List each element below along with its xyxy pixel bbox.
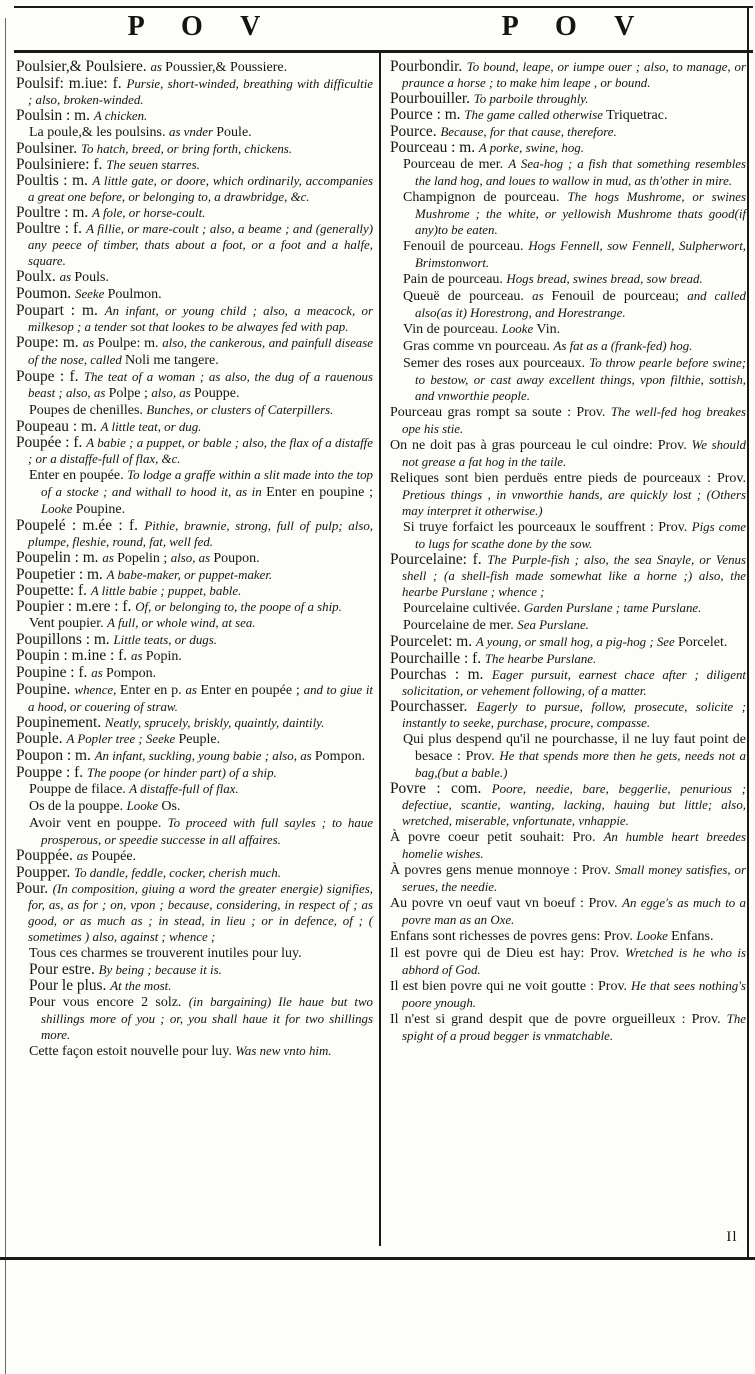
definition-text: A little teat, or dug. [100,420,202,434]
dictionary-entry [403,731,746,781]
definition-text: An egge's as much to a povre man as an Oxe. [402,896,746,927]
definition-text: Looke [41,502,76,516]
headword: Poultis : m. [16,172,93,189]
dictionary-entry [16,59,373,76]
french-text: Os. [161,799,181,814]
headword: Poupillons : m. [16,631,114,648]
definition-text: and called also(as it) Horestrong, and Horestrange. [415,289,746,320]
french-text: Enter en poupine ; [266,485,373,500]
definition-text: He that sees nothing's poore ynough. [402,979,746,1010]
dictionary-entry [16,567,373,583]
definition-text: as [150,60,166,74]
french-text: Poule. [216,125,252,140]
dictionary-entry [16,141,373,157]
french-text: Au povre vn oeuf vaut vn boeuf : Prov. [390,896,623,911]
dictionary-entry [16,632,373,648]
dictionary-entry [390,1011,746,1044]
definition-text: Poore, needie, bare, beggerlie, penurious ; defectiue, scantie, wanting, lacking, hauing but little; also, wretched, miserable, vnfortunate, vnhappie. [402,782,746,828]
definition-text: Was new vnto him. [235,1044,332,1058]
french-text: Il est povre qui de Dieu est hay: Prov. [390,946,625,961]
headword: Poupeau : m. [16,418,101,435]
definition-text: as [59,270,75,284]
definition-text: The Purple-fish ; also, the sea Snayle, or Venus shell ; (a shell-fish made somewhat like a horne ;) also, the hearbe Purslane ; whence ; [402,553,746,599]
definition-text: A Popler tree ; Seeke [66,732,179,746]
dictionary-entry [390,404,746,437]
french-text: Pourcelaine de mer. [403,618,518,633]
definition-text: Of, or belonging to, the poope of a ship. [135,600,342,614]
top-rule [14,6,753,8]
dictionary-entry [29,815,373,848]
headword: Pouple. [16,730,67,747]
dictionary-entry [16,435,373,467]
definition-text: To throw pearle before swine; to bestow, or cast away excellent things, vpon filthie, sottish, and vnworthie people. [415,356,747,403]
headword: Poupe: m. [16,334,83,351]
dictionary-entry [16,205,373,221]
dictionary-entry [29,798,373,815]
french-text: Poupine. [75,502,126,517]
french-text: Prov. [657,438,692,453]
headword: Poumon. [16,285,76,302]
dictionary-entry [403,617,746,634]
french-text: Pain de pourceau. [403,272,507,287]
page-edge-line [5,18,6,1374]
headword: Poupetier : m. [16,566,107,583]
french-text: Triquetrac. [606,108,668,123]
definition-text: as [131,649,146,663]
french-text: On ne doit pas à gras pourceau le cul oindre: [390,438,658,453]
dictionary-entry [16,881,373,945]
french-text: Il est bien povre qui ne voit goutte : Prov. [390,979,632,994]
headword: Poulsiniere: f. [16,156,107,173]
headword: Poupée : f. [16,434,87,451]
headword: Poulsif: m.iue: f. [16,75,127,92]
definition-text: Garden Purslane ; tame Purslane. [523,601,702,615]
headword: Pour estre. [29,961,99,978]
french-text: Popelin ; [117,551,171,566]
dictionary-entry [390,124,746,140]
bottom-rule [0,1257,755,1260]
definition-text: A babe-maker, or puppet-maker. [106,568,273,582]
headword: Pource : m. [390,106,465,123]
headword: Pourcelaine: f. [390,551,488,568]
definition-text: By being ; because it is. [98,963,222,977]
definition-text: An humble heart breedes homelie wishes. [402,830,746,861]
definition-text: also, the cankerous, and painfull disease of the nose, called [28,336,373,367]
dictionary-entry [29,978,373,994]
definition-text: Seeke [75,287,108,301]
definition-text: The spight of a proud begger is vnmatchable. [402,1012,747,1043]
dictionary-entry [16,748,373,765]
dictionary-entry [16,765,373,781]
definition-text: Looke [126,799,162,813]
dictionary-entry [403,600,746,617]
definition-text: Looke [501,322,537,336]
dictionary-entry [16,715,373,731]
definition-text: as [91,666,106,680]
headword: Poulsier,& Poulsiere. [16,58,151,75]
headword: Poupper. [16,864,75,881]
headword: Poupier : m.ere : f. [16,598,136,615]
french-text: Enter en poupée ; [200,683,304,698]
french-text: Enter en p. [119,683,186,698]
definition-text: The teat of a woman ; as also, the dug of a rauenous beast ; also, as [28,370,373,400]
dictionary-entry [16,419,373,435]
headword: Pouppée. [16,847,77,864]
french-text: Cette façon estoit nouvelle pour luy. [29,1044,236,1059]
definition-text: as [532,289,552,303]
headword: Poultre : f. [16,220,87,237]
definition-text: To proceed with full sayles ; to haue prosperous, or speedie successe in all affaires. [41,816,373,847]
headword: Pour le plus. [29,977,111,994]
french-text: Vin. [536,322,561,337]
french-text: Vent poupier. [29,616,108,631]
french-text: Pompon. [105,666,157,681]
definition-text: Pithie, brawnie, strong, full of pulp; also, plumpe, fleshie, round, fat, well fed. [28,519,374,549]
dictionary-entry [16,335,373,369]
dictionary-entry [390,667,746,699]
left-column [16,59,373,1060]
dictionary-entry [390,928,746,945]
dictionary-entry [403,338,746,355]
definition-text: Eagerly to pursue, follow, prosecute, solicite ; instantly to seeke, purchase, procure, compasse. [402,700,746,730]
definition-text: A distaffe-full of flax. [129,782,239,796]
dictionary-entry [403,238,746,271]
definition-text: To lodge a graffe within a slit made into the top of a stocke ; and withall to hood it, as in [41,468,373,499]
french-text: Fenouil de pourceau. [403,239,529,254]
french-text: Poussier,& Poussiere. [165,60,288,75]
dictionary-entry [16,108,373,124]
definition-text: To parboile throughly. [473,92,589,106]
dictionary-entry [403,519,746,552]
french-text: Os de la pouppe. [29,799,127,814]
right-border [747,6,749,1259]
definition-text: To dandle, feddle, cocker, cherish much. [74,866,281,880]
definition-text: also, as [170,551,214,565]
french-text: Si truye forfaict les pourceaux le souffrent : Prov. [403,520,692,535]
definition-text: Looke [636,929,672,943]
definition-text: A full, or whole wind, at sea. [107,616,256,630]
definition-text: The game called otherwise [464,108,607,122]
definition-text: The well-fed hog breakes ope his stie. [402,405,746,436]
dictionary-entry [390,634,746,651]
definition-text: A fole, or horse-coult. [92,206,206,220]
dictionary-entry [403,355,746,404]
dictionary-entry [390,862,746,895]
definition-text: A porke, swine, hog. [478,141,584,155]
definition-text: Hogs bread, swines bread, sow bread. [506,272,703,286]
definition-text: whence, [74,683,120,697]
headword: Poupin : m.ine : f. [16,647,132,664]
definition-text: Small money satisfies, or serues, the needie. [402,863,746,894]
headword: Povre : com. [390,780,492,797]
headword: Poupelin : m. [16,549,103,566]
headword: Pourchas : m. [390,666,492,683]
headword: Poupe : f. [16,368,84,385]
headword: Poupette: f. [16,582,91,599]
definition-text: as vnder [169,125,217,139]
definition-text: Pursie, short-winded, breathing with difficultie ; also, broken-winded. [28,77,373,107]
dictionary-entry [16,286,373,303]
headword: Poupine. [16,681,75,698]
dictionary-entry [29,467,373,518]
french-text: Popin. [145,649,182,664]
french-text: Noli me tangere. [125,353,219,368]
dictionary-entry [16,848,373,865]
french-text: Champignon de pourceau. [403,190,568,205]
headword: Pourbouiller. [390,90,474,107]
headword: Pourbondir. [390,58,467,75]
headword: Pouppe : f. [16,764,87,781]
french-text: La poule,& les poulsins. [29,125,169,140]
dictionary-entry [390,945,746,978]
definition-text: An infant, or young child ; also, a meacock, or milkesop ; a tender sot that lookes to be alwayes fed with pap. [28,304,373,334]
dictionary-entry [16,865,373,881]
french-text: Queuë de pourceau. [403,289,533,304]
definition-text: Hogs Fennell, sow Fennell, Sulpherwort, Brimstonwort. [415,239,747,270]
dictionary-entry [403,189,746,238]
dictionary-entry [16,665,373,682]
french-text: Fenouil de pourceau; [551,289,688,304]
french-text: Pouppe. [193,386,240,401]
definition-text: as [185,683,201,697]
dictionary-entry [16,76,373,108]
headword: Poupinement. [16,714,105,731]
dictionary-entry [16,269,373,286]
headword: Poupelé : m.ée : f. [16,517,145,534]
definition-text: also, as [151,386,194,400]
dictionary-entry [403,321,746,338]
dictionary-entry [29,402,373,419]
dictionary-entry [390,552,746,600]
definition-text: A Sea-hog ; a fish that something resembles the land hog, and loues to wallow in mud, as th'other in mire. [415,157,747,188]
definition-text: The seuen starres. [106,158,200,172]
french-text: Enter en poupée. [29,468,128,483]
french-text: À povre coeur petit souhait: Pro. [390,830,604,845]
definition-text: Because, for that cause, therefore. [440,125,617,139]
definition-text: Wretched is he who is abhord of God. [402,946,746,977]
dictionary-entry [390,895,746,928]
headword: Pourchaille : f. [390,650,485,667]
dictionary-entry [16,221,373,269]
dictionary-entry [16,369,373,402]
french-text: Poulmon. [107,287,162,302]
definition-text: At the most. [110,979,172,993]
definition-text: A chicken. [93,109,148,123]
dictionary-entry [16,550,373,567]
running-head-right: P O V [501,11,650,42]
dictionary-entry [390,470,746,519]
french-text: Avoir vent en pouppe. [29,816,168,831]
french-text: Pourceau de mer. [403,157,509,172]
headword: Pource. [390,123,441,140]
header-rule [14,50,753,53]
headword: Pourchasser. [390,698,477,715]
french-text: Peuple. [178,732,221,747]
french-text: Poupon. [213,551,260,566]
dictionary-entry [29,124,373,141]
headword: Poupart : m. [16,302,105,319]
french-text: Il n'est si grand despit que de povre orgueilleux : [390,1012,692,1027]
french-text: Semer des roses aux pourceaux. [403,356,590,371]
dictionary-entry [390,107,746,124]
dictionary-entry [390,140,746,156]
dictionary-entry [29,781,373,798]
definition-text: The hogs Mushrome, or swines Mushrome ; the white, or yellowish Mushrome thats good(if any)to be eaten. [415,190,746,237]
french-text: Poulpe: m. [97,336,163,351]
definition-text: (In composition, giuing a word the greater energie) signifies, for, as, as for ; on, vpon ; because, considering, in respect of ; as good, or as much as ; in stead, in lieu ; or in defence, of ; ( sometimes ) also, against ; whence ; [28,882,373,944]
dictionary-entry [390,781,746,829]
french-text: Pouls. [74,270,109,285]
french-text: Poupes de chenilles. [29,403,147,418]
definition-text: We should not grease a fat hog in the taile. [402,438,746,469]
dictionary-entry [390,978,746,1011]
dictionary-entry [29,615,373,632]
headword: Poupine : f. [16,664,92,681]
definition-text: To hatch, breed, or bring forth, chickens. [81,142,293,156]
french-text: Vin de pourceau. [403,322,502,337]
french-text: Pourceau gras rompt sa soute : Prov. [390,405,611,420]
dictionary-entry [29,1043,373,1060]
column-divider [379,53,381,1246]
definition-text: As fat as a (frank-fed) hog. [553,339,693,353]
gathering-signature: Il [726,1229,738,1245]
french-text: Reliques sont bien perduës entre pieds de pourceaux : Prov. [390,471,746,486]
dictionary-entry [16,682,373,715]
dictionary-entry [16,599,373,615]
definition-text: To bound, leape, or iumpe ouer ; also, to manage, or praunce a horse ; to make him leape , or bound. [402,60,746,90]
definition-text: (in bargaining) Ile haue but two shillings more of you ; or, you shall haue it for two shillings more. [41,995,373,1042]
french-text: Poupée. [91,849,137,864]
dictionary-entry [29,945,373,962]
definition-text: Little teats, or dugs. [113,633,217,647]
headword: Poulx. [16,268,60,285]
definition-text: The hearbe Purslane. [484,652,597,666]
definition-text: as [82,336,98,350]
french-text: Pompon. [314,749,366,764]
french-text: Gras comme vn pourceau. [403,339,554,354]
dictionary-entry [16,583,373,599]
definition-text: A babie ; a puppet, or bable ; also, the flax of a distaffe ; or a distaffe-full of flax, &c. [28,436,373,466]
definition-text: A little gate, or doore, which ordinarily, accompanies a great one before, or belonging to, a drawbridge, &c. [28,174,373,204]
headword: Pourceau : m. [390,139,479,156]
french-text: Porcelet. [677,635,728,650]
dictionary-entry [29,962,373,978]
definition-text: Eager pursuit, earnest chace after ; diligent solicitation, or vehement following, of a matter. [402,668,747,698]
dictionary-entry [403,271,746,288]
dictionary-entry [390,699,746,731]
french-text: Qui plus despend qu'il ne pourchasse, il ne luy faut point de besace : Prov. [403,732,746,764]
french-text: Enfans. [671,929,714,944]
definition-text: A fillie, or mare-coult ; also, a beame ; and (generally) any peece of timber, thats about a foot, or a foot and a halfe, square. [28,222,373,268]
dictionary-entry [403,156,746,189]
dictionary-entry [403,288,746,321]
definition-text: Pretious things , in vnworthie hands, are quickly lost ; (Others may interpret it otherwise.) [402,488,746,518]
running-head-left: P O V [127,11,276,42]
definition-text: The poope (or hinder part) of a ship. [86,766,277,780]
french-text: Pour vous encore 2 solz. [29,995,189,1010]
dictionary-entry [16,173,373,205]
dictionary-entry [390,829,746,862]
definition-text: and to giue it a hood, or couering of straw. [28,683,373,714]
definition-text: He that spends more then he gets, needs not a bag,(but a bable.) [415,749,747,780]
definition-text: Bunches, or clusters of Caterpillers. [146,403,334,417]
dictionary-entry [390,651,746,667]
headword: Pour. [16,880,53,897]
dictionary-entry [29,994,373,1043]
dictionary-entry [390,91,746,107]
french-text: Polpe ; [108,386,152,401]
headword: Poupon : m. [16,747,95,764]
right-column [390,59,746,1044]
dictionary-entry [16,303,373,335]
headword: Pourcelet: m. [390,633,476,650]
headword: Poulsiner. [16,140,81,157]
definition-text: Sea Purslane. [517,618,589,632]
french-text: Pouppe de filace. [29,782,130,797]
french-text: Tous ces charmes se trouverent inutiles pour luy. [29,946,302,961]
dictionary-entry [390,59,746,91]
definition-text: A young, or small hog, a pig-hog ; See [475,635,678,649]
dictionary-entry [16,518,373,550]
dictionary-entry [390,437,746,470]
definition-text: A little babie ; puppet, bable. [90,584,242,598]
french-text: Prov. [691,1012,727,1027]
definition-text: An infant, suckling, young babie ; also, as [94,749,315,763]
headword: Poultre : m. [16,204,93,221]
french-text: Enfans sont richesses de povres gens: Prov. [390,929,637,944]
dictionary-entry [16,157,373,173]
french-text: Pourcelaine cultivée. [403,601,524,616]
dictionary-entry [16,648,373,665]
definition-text: as [102,551,118,565]
definition-text: Pigs come to lugs for scathe done by the sow. [415,520,746,551]
definition-text: as [76,849,92,863]
definition-text: Neatly, sprucely, briskly, quaintly, daintily. [104,716,325,730]
dictionary-entry [16,731,373,748]
french-text: À povres gens menue monnoye : Prov. [390,863,615,878]
headword: Poulsin : m. [16,107,94,124]
